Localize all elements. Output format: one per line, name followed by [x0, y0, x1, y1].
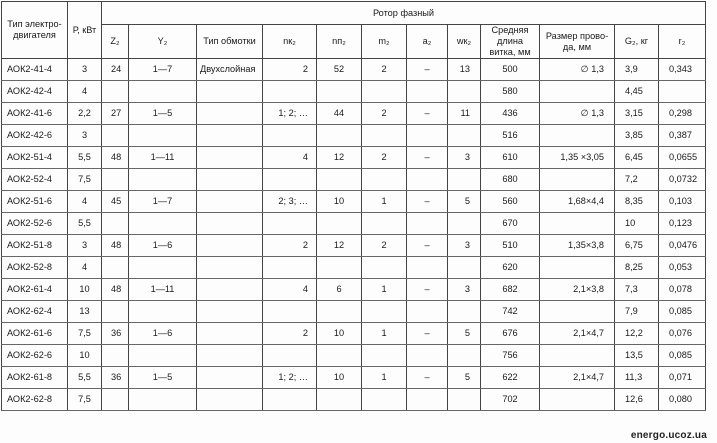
- cell-power: 7,5: [68, 389, 102, 411]
- header-winding-type: Тип обмотки: [197, 25, 263, 59]
- cell-wk2: [448, 169, 481, 191]
- cell-wk2: 3: [448, 147, 481, 169]
- cell-m2: 1: [362, 367, 407, 389]
- cell-y2: 1—6: [129, 235, 197, 257]
- cell-power: 7,5: [68, 169, 102, 191]
- cell-g2: 7,3: [615, 279, 659, 301]
- header-a2: a₂: [407, 25, 448, 59]
- cell-wire-size: ∅ 1,3: [540, 59, 615, 81]
- table-row: [2, 301, 706, 323]
- cell-g2: 7,9: [615, 301, 659, 323]
- cell-y2: 1—5: [129, 367, 197, 389]
- cell-winding-type: [197, 257, 263, 279]
- rotor-winding-table: [1, 1, 706, 411]
- cell-g2: 8,35: [615, 191, 659, 213]
- cell-wire-size: 1,68×4,4: [540, 191, 615, 213]
- table-row: [2, 235, 706, 257]
- cell-nk2: [263, 125, 317, 147]
- cell-avg-length: 742: [481, 301, 540, 323]
- cell-winding-type: [197, 103, 263, 125]
- cell-wire-size: [540, 213, 615, 235]
- cell-winding-type: [197, 235, 263, 257]
- cell-g2: 8,25: [615, 257, 659, 279]
- cell-r2: 0,053: [659, 257, 706, 279]
- cell-type: АОК2-42-4: [2, 81, 68, 103]
- cell-a2: –: [407, 147, 448, 169]
- cell-y2: [129, 169, 197, 191]
- cell-y2: [129, 345, 197, 367]
- cell-m2: [362, 213, 407, 235]
- header-y2: Y₂: [129, 25, 197, 59]
- cell-g2: 6,45: [615, 147, 659, 169]
- cell-power: 7,5: [68, 323, 102, 345]
- cell-wk2: [448, 81, 481, 103]
- cell-avg-length: 510: [481, 235, 540, 257]
- cell-np2: [317, 257, 362, 279]
- cell-type: АОК2-51-8: [2, 235, 68, 257]
- cell-np2: [317, 213, 362, 235]
- cell-nk2: 2: [263, 235, 317, 257]
- cell-g2: 11,3: [615, 367, 659, 389]
- cell-avg-length: 560: [481, 191, 540, 213]
- cell-power: 4: [68, 257, 102, 279]
- cell-r2: 0,343: [659, 59, 706, 81]
- cell-nk2: 2: [263, 323, 317, 345]
- table-row: [2, 103, 706, 125]
- cell-y2: [129, 213, 197, 235]
- cell-winding-type: [197, 345, 263, 367]
- table-row: [2, 59, 706, 81]
- cell-r2: 0,387: [659, 125, 706, 147]
- cell-winding-type: [197, 191, 263, 213]
- cell-a2: –: [407, 323, 448, 345]
- cell-type: АОК2-62-4: [2, 301, 68, 323]
- header-g2: G₂, кг: [615, 25, 659, 59]
- cell-type: АОК2-52-6: [2, 213, 68, 235]
- cell-avg-length: 580: [481, 81, 540, 103]
- cell-type: АОК2-62-8: [2, 389, 68, 411]
- cell-m2: 2: [362, 235, 407, 257]
- cell-a2: [407, 301, 448, 323]
- cell-z2: [102, 389, 129, 411]
- cell-g2: 7,2: [615, 169, 659, 191]
- cell-m2: [362, 389, 407, 411]
- cell-wire-size: [540, 257, 615, 279]
- cell-wk2: [448, 125, 481, 147]
- cell-wk2: 13: [448, 59, 481, 81]
- cell-winding-type: [197, 323, 263, 345]
- cell-np2: 52: [317, 59, 362, 81]
- cell-wire-size: 2,1×3,8: [540, 279, 615, 301]
- cell-wk2: 5: [448, 367, 481, 389]
- cell-m2: 1: [362, 323, 407, 345]
- cell-z2: [102, 213, 129, 235]
- cell-winding-type: [197, 125, 263, 147]
- header-wk2: wк₂: [448, 25, 481, 59]
- cell-y2: [129, 125, 197, 147]
- cell-wk2: 3: [448, 235, 481, 257]
- cell-np2: [317, 389, 362, 411]
- cell-y2: 1—7: [129, 59, 197, 81]
- cell-z2: 48: [102, 147, 129, 169]
- header-np2: nп₂: [317, 25, 362, 59]
- cell-avg-length: 500: [481, 59, 540, 81]
- cell-wk2: [448, 213, 481, 235]
- cell-winding-type: [197, 367, 263, 389]
- cell-y2: [129, 301, 197, 323]
- table-row: [2, 191, 706, 213]
- cell-wk2: 3: [448, 279, 481, 301]
- cell-nk2: [263, 169, 317, 191]
- header-wire-size: Размер прово-да, мм: [540, 25, 615, 59]
- cell-np2: [317, 301, 362, 323]
- cell-avg-length: 620: [481, 257, 540, 279]
- cell-avg-length: 516: [481, 125, 540, 147]
- cell-type: АОК2-52-8: [2, 257, 68, 279]
- cell-a2: [407, 125, 448, 147]
- cell-r2: 0,076: [659, 323, 706, 345]
- cell-wire-size: [540, 389, 615, 411]
- header-m2: m₂: [362, 25, 407, 59]
- cell-m2: 2: [362, 147, 407, 169]
- cell-nk2: 2: [263, 59, 317, 81]
- cell-a2: [407, 213, 448, 235]
- cell-y2: 1—11: [129, 279, 197, 301]
- cell-wire-size: [540, 301, 615, 323]
- cell-avg-length: 702: [481, 389, 540, 411]
- cell-np2: 10: [317, 323, 362, 345]
- cell-type: АОК2-62-6: [2, 345, 68, 367]
- cell-m2: [362, 169, 407, 191]
- header-rotor-group: Ротор фазный: [102, 2, 706, 25]
- cell-wk2: 5: [448, 191, 481, 213]
- cell-avg-length: 622: [481, 367, 540, 389]
- cell-r2: [659, 81, 706, 103]
- cell-z2: 45: [102, 191, 129, 213]
- table-row: [2, 389, 706, 411]
- cell-wk2: [448, 389, 481, 411]
- cell-a2: –: [407, 279, 448, 301]
- cell-m2: 1: [362, 279, 407, 301]
- cell-wire-size: 1,35 ×3,05: [540, 147, 615, 169]
- cell-m2: 2: [362, 103, 407, 125]
- table-row: [2, 323, 706, 345]
- cell-g2: 3,15: [615, 103, 659, 125]
- cell-np2: 10: [317, 191, 362, 213]
- cell-winding-type: Двухслойная: [197, 59, 263, 81]
- header-avg-length: Средняя длина витка, мм: [481, 25, 540, 59]
- cell-wire-size: [540, 81, 615, 103]
- cell-np2: 12: [317, 235, 362, 257]
- table-row: [2, 125, 706, 147]
- table-body: [2, 59, 706, 411]
- cell-z2: 36: [102, 367, 129, 389]
- cell-np2: [317, 125, 362, 147]
- cell-z2: [102, 301, 129, 323]
- header-r2: r₂: [659, 25, 706, 59]
- cell-power: 5,5: [68, 147, 102, 169]
- cell-np2: 6: [317, 279, 362, 301]
- cell-r2: 0,0476: [659, 235, 706, 257]
- cell-type: АОК2-61-6: [2, 323, 68, 345]
- cell-g2: 3,85: [615, 125, 659, 147]
- cell-z2: 36: [102, 323, 129, 345]
- cell-g2: 12,2: [615, 323, 659, 345]
- watermark-text: energo.ucoz.ua: [630, 430, 707, 441]
- cell-r2: 0,123: [659, 213, 706, 235]
- cell-r2: 0,0732: [659, 169, 706, 191]
- cell-g2: 3,9: [615, 59, 659, 81]
- cell-winding-type: [197, 81, 263, 103]
- cell-r2: 0,085: [659, 345, 706, 367]
- cell-nk2: [263, 389, 317, 411]
- cell-z2: [102, 125, 129, 147]
- header-z2: Z₂: [102, 25, 129, 59]
- cell-z2: [102, 345, 129, 367]
- cell-r2: 0,103: [659, 191, 706, 213]
- cell-wire-size: 1,35×3,8: [540, 235, 615, 257]
- cell-wire-size: [540, 169, 615, 191]
- cell-m2: 2: [362, 59, 407, 81]
- cell-power: 4: [68, 191, 102, 213]
- cell-a2: –: [407, 235, 448, 257]
- cell-a2: [407, 389, 448, 411]
- cell-power: 10: [68, 279, 102, 301]
- cell-avg-length: 756: [481, 345, 540, 367]
- cell-nk2: 1; 2; …: [263, 367, 317, 389]
- cell-winding-type: [197, 301, 263, 323]
- cell-a2: –: [407, 59, 448, 81]
- cell-m2: [362, 345, 407, 367]
- cell-wk2: 5: [448, 323, 481, 345]
- cell-m2: [362, 125, 407, 147]
- cell-wk2: 11: [448, 103, 481, 125]
- cell-a2: –: [407, 103, 448, 125]
- table-row: [2, 169, 706, 191]
- table-row: [2, 213, 706, 235]
- cell-m2: [362, 257, 407, 279]
- cell-z2: 27: [102, 103, 129, 125]
- cell-m2: [362, 81, 407, 103]
- cell-nk2: 2; 3; …: [263, 191, 317, 213]
- table-row: [2, 345, 706, 367]
- cell-np2: 10: [317, 367, 362, 389]
- cell-power: 13: [68, 301, 102, 323]
- cell-avg-length: 436: [481, 103, 540, 125]
- table-row: [2, 279, 706, 301]
- cell-avg-length: 610: [481, 147, 540, 169]
- table-row: [2, 147, 706, 169]
- cell-power: 5,5: [68, 213, 102, 235]
- cell-wire-size: [540, 125, 615, 147]
- cell-z2: [102, 169, 129, 191]
- cell-power: 5,5: [68, 367, 102, 389]
- cell-np2: [317, 81, 362, 103]
- cell-power: 4: [68, 81, 102, 103]
- cell-y2: 1—7: [129, 191, 197, 213]
- cell-winding-type: [197, 147, 263, 169]
- cell-g2: 10: [615, 213, 659, 235]
- cell-z2: [102, 81, 129, 103]
- cell-winding-type: [197, 213, 263, 235]
- cell-type: АОК2-52-4: [2, 169, 68, 191]
- cell-power: 3: [68, 59, 102, 81]
- cell-r2: 0,085: [659, 301, 706, 323]
- cell-avg-length: 682: [481, 279, 540, 301]
- cell-r2: 0,298: [659, 103, 706, 125]
- cell-a2: [407, 81, 448, 103]
- cell-g2: 6,75: [615, 235, 659, 257]
- cell-avg-length: 670: [481, 213, 540, 235]
- table-row: [2, 81, 706, 103]
- cell-type: АОК2-41-6: [2, 103, 68, 125]
- cell-winding-type: [197, 169, 263, 191]
- cell-power: 3: [68, 125, 102, 147]
- cell-wk2: [448, 301, 481, 323]
- cell-np2: 44: [317, 103, 362, 125]
- cell-g2: 13,5: [615, 345, 659, 367]
- header-power: Р, кВт: [68, 2, 102, 59]
- cell-y2: [129, 257, 197, 279]
- cell-a2: –: [407, 367, 448, 389]
- cell-np2: [317, 345, 362, 367]
- cell-z2: 24: [102, 59, 129, 81]
- table-row: [2, 367, 706, 389]
- cell-m2: 1: [362, 191, 407, 213]
- cell-type: АОК2-61-8: [2, 367, 68, 389]
- cell-y2: 1—6: [129, 323, 197, 345]
- cell-r2: 0,078: [659, 279, 706, 301]
- cell-winding-type: [197, 279, 263, 301]
- cell-wire-size: ∅ 1,3: [540, 103, 615, 125]
- cell-g2: 12,6: [615, 389, 659, 411]
- cell-z2: 48: [102, 279, 129, 301]
- cell-a2: [407, 257, 448, 279]
- cell-avg-length: 676: [481, 323, 540, 345]
- cell-power: 10: [68, 345, 102, 367]
- header-nk2: nк₂: [263, 25, 317, 59]
- header-type: Тип электро-двигателя: [2, 2, 68, 59]
- cell-power: 2,2: [68, 103, 102, 125]
- cell-g2: 4,45: [615, 81, 659, 103]
- cell-type: АОК2-41-4: [2, 59, 68, 81]
- cell-nk2: 1; 2; …: [263, 103, 317, 125]
- cell-wire-size: 2,1×4,7: [540, 367, 615, 389]
- cell-wire-size: 2,1×4,7: [540, 323, 615, 345]
- cell-wk2: [448, 345, 481, 367]
- cell-type: АОК2-51-4: [2, 147, 68, 169]
- cell-avg-length: 680: [481, 169, 540, 191]
- cell-r2: 0,071: [659, 367, 706, 389]
- cell-m2: [362, 301, 407, 323]
- cell-nk2: [263, 301, 317, 323]
- cell-z2: 48: [102, 235, 129, 257]
- cell-type: АОК2-61-4: [2, 279, 68, 301]
- cell-np2: 12: [317, 147, 362, 169]
- cell-np2: [317, 169, 362, 191]
- cell-y2: [129, 81, 197, 103]
- cell-a2: –: [407, 191, 448, 213]
- cell-nk2: [263, 257, 317, 279]
- cell-r2: 0,080: [659, 389, 706, 411]
- cell-r2: 0,0655: [659, 147, 706, 169]
- cell-winding-type: [197, 389, 263, 411]
- cell-nk2: [263, 345, 317, 367]
- cell-type: АОК2-51-6: [2, 191, 68, 213]
- cell-nk2: 4: [263, 279, 317, 301]
- cell-type: АОК2-42-6: [2, 125, 68, 147]
- cell-a2: [407, 169, 448, 191]
- cell-z2: [102, 257, 129, 279]
- cell-nk2: 4: [263, 147, 317, 169]
- cell-nk2: [263, 81, 317, 103]
- table-row: [2, 257, 706, 279]
- cell-y2: [129, 389, 197, 411]
- cell-nk2: [263, 213, 317, 235]
- cell-power: 3: [68, 235, 102, 257]
- cell-y2: 1—5: [129, 103, 197, 125]
- cell-wire-size: [540, 345, 615, 367]
- cell-a2: [407, 345, 448, 367]
- cell-wk2: [448, 257, 481, 279]
- cell-y2: 1—11: [129, 147, 197, 169]
